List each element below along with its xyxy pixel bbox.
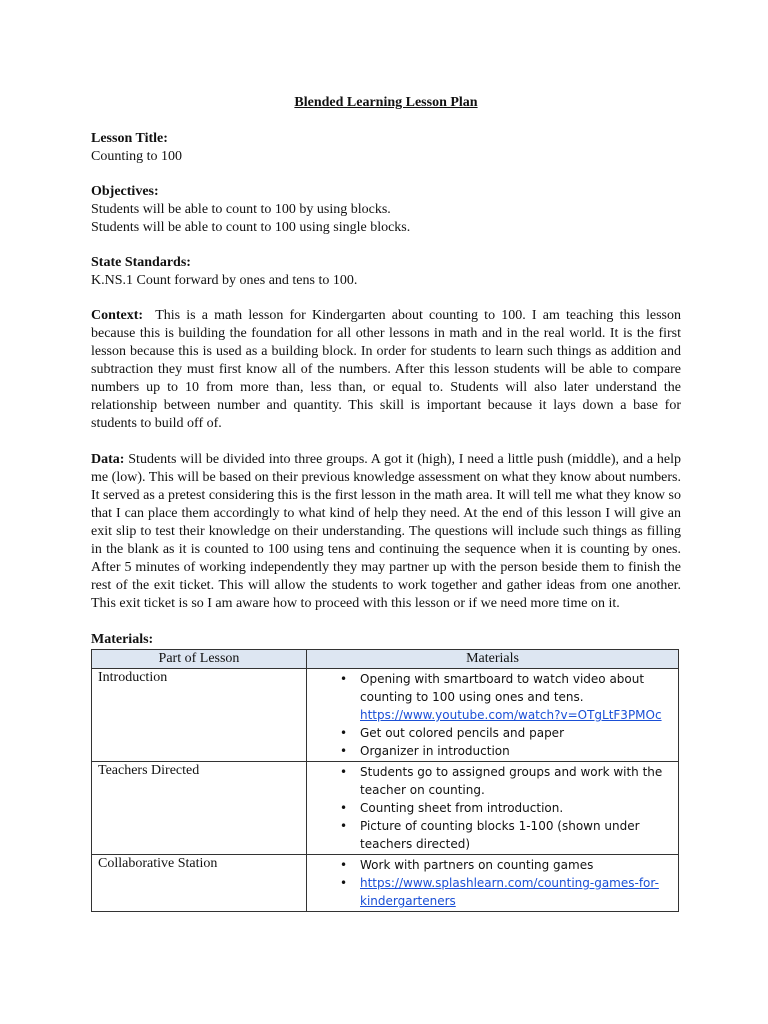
item-text: Work with partners on counting games xyxy=(360,858,594,872)
data-paragraph xyxy=(91,451,681,613)
materials-label: Materials: xyxy=(91,632,154,647)
row-materials-introduction xyxy=(307,669,679,762)
state-standards-section xyxy=(91,254,681,290)
table-row xyxy=(92,669,679,762)
list-item xyxy=(313,817,672,853)
materials-table xyxy=(91,649,679,912)
data-text: Students will be divided into three groups. A got it (high), I need a little push (middle), and a help me (low). This will be based on their previous knowledge assessment on what they know about numbers. It served as a pretest considering this is the first lesson in the math area. It will tell me what they know so that I can place them accordingly to what kind of help they need. At the end of this lesson I will give an exit slip to test their knowledge on their understanding. The questions will include such things as filling in the blank as it is counted to 100 using tens and continuing the sequence when it is counting by ones. After 5 minutes of working independently they may partner up with the person beside them to finish the rest of the exit ticket. This will allow the students to work together and gather ideas from one another. This exit ticket is so I am aware how to proceed with this lesson or if we need more time on it. xyxy=(91,452,682,611)
objectives-label: Objectives: xyxy=(91,184,159,199)
table-row xyxy=(92,855,679,912)
bullet-icon: • xyxy=(340,858,348,872)
row-materials-teachers-directed xyxy=(307,762,679,855)
list-item xyxy=(313,874,672,910)
objectives-section xyxy=(91,183,681,237)
header-part-of-lesson: Part of Lesson xyxy=(92,650,307,669)
materials-list xyxy=(313,856,672,910)
bullet-icon: • xyxy=(340,744,348,758)
item-text: Opening with smartboard to watch video about counting to 100 using ones and tens. xyxy=(360,672,645,704)
youtube-link[interactable]: https://www.youtube.com/watch?v=OTgLtF3PMOc xyxy=(360,708,662,722)
list-item xyxy=(313,799,672,817)
bullet-icon: • xyxy=(340,819,348,833)
lesson-title-value: Counting to 100 xyxy=(91,149,183,164)
table-row xyxy=(92,762,679,855)
item-text: Counting sheet from introduction. xyxy=(360,801,564,815)
document-content xyxy=(91,94,681,912)
splashlearn-link[interactable]: https://www.splashlearn.com/counting-games-for-kindergarteners xyxy=(360,876,659,908)
table-header-row xyxy=(92,650,679,669)
lesson-title-label: Lesson Title: xyxy=(91,131,168,146)
list-item xyxy=(313,670,672,724)
context-paragraph xyxy=(91,307,681,433)
lesson-title-section xyxy=(91,130,681,166)
header-materials: Materials xyxy=(307,650,679,669)
list-item xyxy=(313,742,672,760)
data-label: Data: xyxy=(91,452,125,467)
list-item xyxy=(313,856,672,874)
objective-line: Students will be able to count to 100 using single blocks. xyxy=(91,220,411,235)
list-item xyxy=(313,763,672,799)
state-standards-value: K.NS.1 Count forward by ones and tens to 100. xyxy=(91,273,358,288)
document-title: Blended Learning Lesson Plan xyxy=(294,95,478,110)
row-part-collaborative-station: Collaborative Station xyxy=(92,855,307,912)
list-item xyxy=(313,724,672,742)
context-text: This is a math lesson for Kindergarten about counting to 100. I am teaching this lesson because this is building the foundation for all other lessons in math and in the real world. It is the first lesson because this is used as a building block. In order for students to learn such things as addition and subtraction they must first know all of the numbers. After this lesson students will be able to compare numbers up to 10 from more than, less than, or equal to. Students will also later understand the relationship between number and quantity. This skill is important because it lays down a base for students to build off of. xyxy=(91,308,682,431)
item-text: Picture of counting blocks 1-100 (shown under teachers directed) xyxy=(360,819,640,851)
context-label: Context: xyxy=(91,308,144,323)
item-text: Get out colored pencils and paper xyxy=(360,726,564,740)
row-part-teachers-directed: Teachers Directed xyxy=(92,762,307,855)
state-standards-label: State Standards: xyxy=(91,255,191,270)
bullet-icon: • xyxy=(340,876,348,890)
item-text: Organizer in introduction xyxy=(360,744,510,758)
row-part-introduction: Introduction xyxy=(92,669,307,762)
item-text: Students go to assigned groups and work with the teacher on counting. xyxy=(360,765,663,797)
objective-line: Students will be able to count to 100 by using blocks. xyxy=(91,202,391,217)
bullet-icon: • xyxy=(340,765,348,779)
bullet-icon: • xyxy=(340,801,348,815)
bullet-icon: • xyxy=(340,726,348,740)
bullet-icon: • xyxy=(340,672,348,686)
materials-list xyxy=(313,763,672,853)
row-materials-collaborative-station xyxy=(307,855,679,912)
materials-list xyxy=(313,670,672,760)
